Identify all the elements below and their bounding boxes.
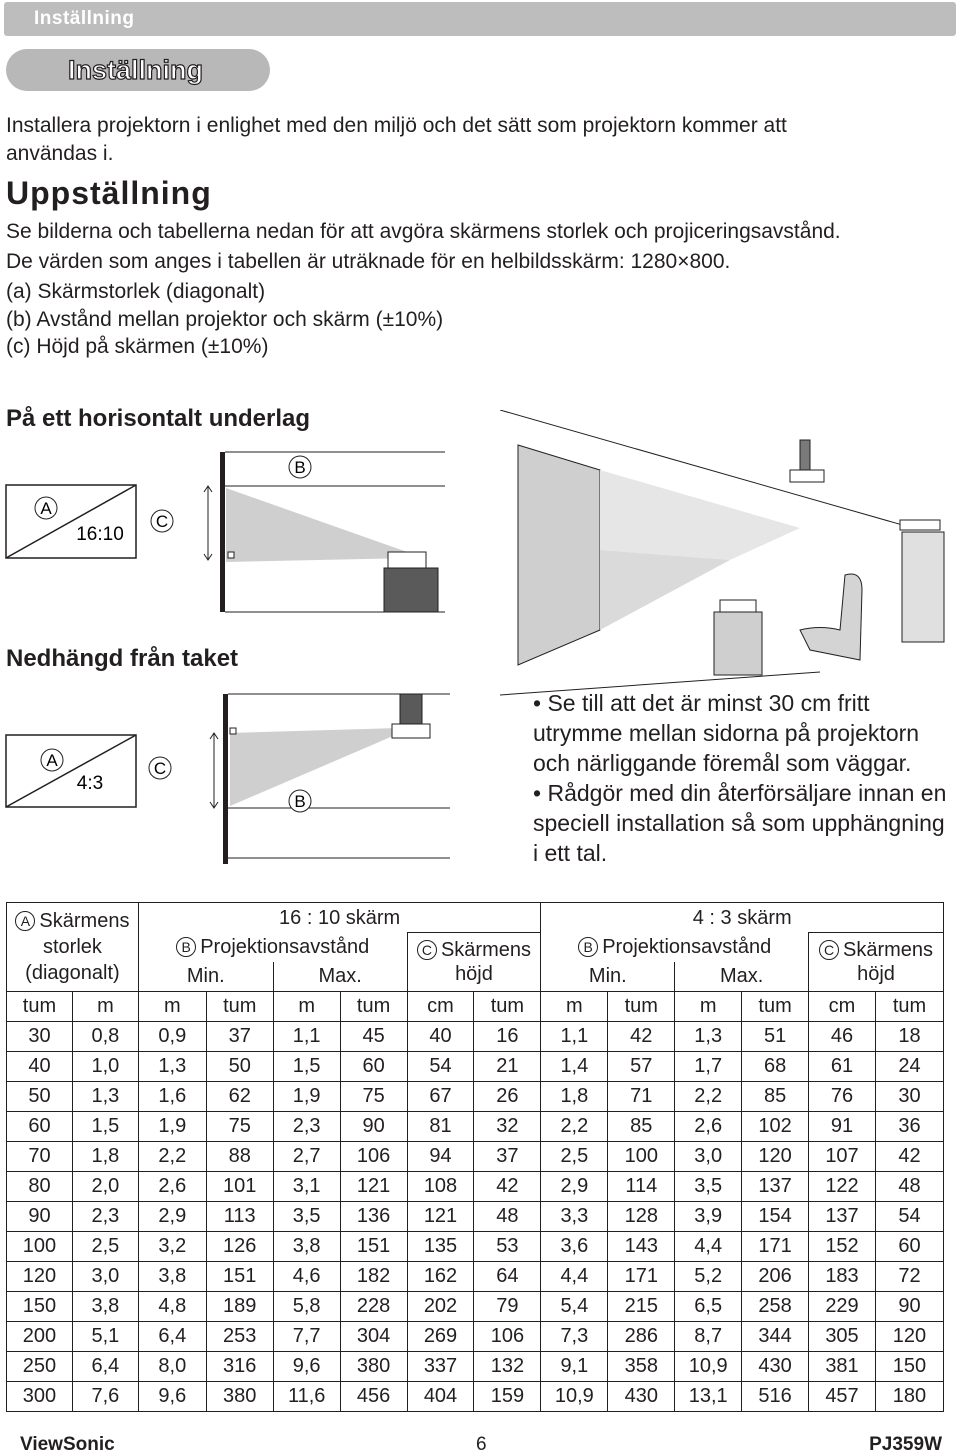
header-row-2 xyxy=(7,933,944,962)
table-row xyxy=(7,1231,944,1261)
table-cell: 37 xyxy=(474,1141,541,1171)
table-cell: 68 xyxy=(742,1051,809,1081)
table-cell: 2,0 xyxy=(72,1171,138,1201)
projection-distance-table xyxy=(6,902,944,1412)
table-cell: 159 xyxy=(474,1381,541,1411)
table-cell: 72 xyxy=(875,1261,943,1291)
table-cell: 85 xyxy=(742,1081,809,1111)
unit-cell: m xyxy=(138,991,206,1021)
table-cell: 162 xyxy=(407,1261,474,1291)
table-cell: 3,2 xyxy=(138,1231,206,1261)
table-cell: 136 xyxy=(340,1201,407,1231)
table-cell: 100 xyxy=(7,1231,73,1261)
table-cell: 152 xyxy=(809,1231,876,1261)
table-cell: 50 xyxy=(7,1081,73,1111)
table-cell: 114 xyxy=(608,1171,675,1201)
table-cell: 94 xyxy=(407,1141,474,1171)
label-b: B xyxy=(294,458,306,477)
table-cell: 88 xyxy=(206,1141,273,1171)
bullet: • xyxy=(533,690,542,716)
table-cell: 3,1 xyxy=(273,1171,340,1201)
projector-icon xyxy=(392,724,430,738)
table-cell: 81 xyxy=(407,1111,474,1141)
setup-line-2: De värden som anges i tabellen är uträknade för en helbildsskärm: 1280×800. xyxy=(6,250,731,273)
table-cell: 200 xyxy=(7,1321,73,1351)
table-row xyxy=(7,1051,944,1081)
label-b: B xyxy=(294,792,306,811)
footer-page-number: 6 xyxy=(476,1434,487,1455)
table-cell: 90 xyxy=(875,1291,943,1321)
table-cell: 1,5 xyxy=(72,1111,138,1141)
label-a: A xyxy=(40,499,52,518)
table-cell: 135 xyxy=(407,1231,474,1261)
table-cell: 121 xyxy=(407,1201,474,1231)
table-row xyxy=(7,1351,944,1381)
table-cell: 1,3 xyxy=(138,1051,206,1081)
table-cell: 70 xyxy=(7,1141,73,1171)
table-cell: 106 xyxy=(340,1141,407,1171)
table-row xyxy=(7,1111,944,1141)
table-cell: 1,7 xyxy=(675,1051,742,1081)
table-cell: 183 xyxy=(809,1261,876,1291)
table-cell: 9,6 xyxy=(273,1351,340,1381)
table-cell: 8,7 xyxy=(675,1321,742,1351)
page-title-pill xyxy=(6,49,270,91)
table-cell: 46 xyxy=(809,1021,876,1051)
table-cell: 128 xyxy=(608,1201,675,1231)
table-cell: 151 xyxy=(206,1261,273,1291)
table-cell: 32 xyxy=(474,1111,541,1141)
table-cell: 36 xyxy=(875,1111,943,1141)
table-cell: 10,9 xyxy=(675,1351,742,1381)
table-cell: 1,8 xyxy=(541,1081,608,1111)
ratio-label: 4:3 xyxy=(76,773,104,794)
table-cell: 228 xyxy=(340,1291,407,1321)
table-cell: 4,8 xyxy=(138,1291,206,1321)
projection-beam xyxy=(226,488,410,562)
table-cell: 9,6 xyxy=(138,1381,206,1411)
unit-cell: tum xyxy=(474,991,541,1021)
table-cell: 120 xyxy=(7,1261,73,1291)
table-cell: 120 xyxy=(875,1321,943,1351)
table-cell: 2,3 xyxy=(273,1111,340,1141)
min-header: Min. xyxy=(138,962,273,992)
projection-beam xyxy=(230,728,400,806)
table-cell: 337 xyxy=(407,1351,474,1381)
projector-icon xyxy=(388,552,426,568)
proj-distance-header-16-10: B Projektionsavstånd xyxy=(138,933,407,962)
table-cell: 206 xyxy=(742,1261,809,1291)
table-cell: 3,3 xyxy=(541,1201,608,1231)
table-row xyxy=(7,1171,944,1201)
lens-marker xyxy=(228,552,234,558)
table-cell: 3,8 xyxy=(72,1291,138,1321)
ceiling-beam xyxy=(600,470,800,560)
units-row xyxy=(7,991,944,1021)
installation-notes xyxy=(533,688,953,868)
table-cell: 75 xyxy=(340,1081,407,1111)
unit-cell: m xyxy=(675,991,742,1021)
label-c: C xyxy=(153,759,167,778)
shelf-projector-icon xyxy=(900,520,940,530)
chair xyxy=(800,574,862,660)
table-cell: 1,3 xyxy=(72,1081,138,1111)
table-cell: 57 xyxy=(608,1051,675,1081)
floor-heading: På ett horisontalt underlag xyxy=(6,405,311,432)
table-cell: 316 xyxy=(206,1351,273,1381)
table-cell: 60 xyxy=(7,1111,73,1141)
table-row xyxy=(7,1261,944,1291)
table-cell: 13,1 xyxy=(675,1381,742,1411)
unit-cell: tum xyxy=(875,991,943,1021)
table-cell: 91 xyxy=(809,1111,876,1141)
table-cell: 10,9 xyxy=(541,1381,608,1411)
table-cell: 1,1 xyxy=(541,1021,608,1051)
footer-model: PJ359W xyxy=(869,1434,942,1455)
table-cell: 456 xyxy=(340,1381,407,1411)
max-header: Max. xyxy=(273,962,407,992)
table-cell: 300 xyxy=(7,1381,73,1411)
table-cell: 250 xyxy=(7,1351,73,1381)
ceiling-mount xyxy=(400,694,422,726)
note-text-2: Rådgör med din återförsäljare innan en speciell installation så som upphängning i ett tal. xyxy=(533,780,947,866)
table-cell: 5,2 xyxy=(675,1261,742,1291)
unit-cell: tum xyxy=(608,991,675,1021)
table-cell: 132 xyxy=(474,1351,541,1381)
table-cell: 45 xyxy=(340,1021,407,1051)
table-cell: 269 xyxy=(407,1321,474,1351)
table-body xyxy=(7,1021,944,1411)
table-cell: 16 xyxy=(474,1021,541,1051)
setup-line-1: Se bilderna och tabellerna nedan för att avgöra skärmens storlek och projiceringsavstånd. xyxy=(6,220,841,243)
table-cell: 137 xyxy=(742,1171,809,1201)
table-cell: 3,5 xyxy=(675,1171,742,1201)
screen-wall xyxy=(223,694,228,864)
table-cell: 2,6 xyxy=(138,1171,206,1201)
table-cell: 5,4 xyxy=(541,1291,608,1321)
table-cell: 9,1 xyxy=(541,1351,608,1381)
table-cell: 113 xyxy=(206,1201,273,1231)
table-cell: 30 xyxy=(7,1021,73,1051)
table-cell: 150 xyxy=(875,1351,943,1381)
table-cell: 6,5 xyxy=(675,1291,742,1321)
unit-cell: tum xyxy=(340,991,407,1021)
table-cell: 3,9 xyxy=(675,1201,742,1231)
table-cell: 107 xyxy=(809,1141,876,1171)
table-cell: 344 xyxy=(742,1321,809,1351)
unit-cell: tum xyxy=(742,991,809,1021)
table-cell: 229 xyxy=(809,1291,876,1321)
group-4-3-header: 4 : 3 skärm xyxy=(541,903,944,933)
table-cell: 1,3 xyxy=(675,1021,742,1051)
min-header: Min. xyxy=(541,962,675,992)
table-cell: 85 xyxy=(608,1111,675,1141)
table-cell: 358 xyxy=(608,1351,675,1381)
unit-cell: m xyxy=(72,991,138,1021)
floor-mount-diagram xyxy=(0,440,460,630)
table-stand xyxy=(384,568,438,612)
setup-item-a: (a) Skärmstorlek (diagonalt) xyxy=(6,280,266,303)
table-cell: 516 xyxy=(742,1381,809,1411)
table-row xyxy=(7,1321,944,1351)
table-cell: 0,9 xyxy=(138,1021,206,1051)
table-cell: 101 xyxy=(206,1171,273,1201)
table-cell: 0,8 xyxy=(72,1021,138,1051)
screen-height-header-16-10: C Skärmens höjd xyxy=(407,933,541,992)
table-cell: 48 xyxy=(875,1171,943,1201)
table-cell: 6,4 xyxy=(138,1321,206,1351)
table-cell: 7,6 xyxy=(72,1381,138,1411)
proj-distance-header-4-3: B Projektionsavstånd xyxy=(541,933,809,962)
ceiling-mount xyxy=(800,440,810,470)
unit-cell: tum xyxy=(206,991,273,1021)
table-cell: 7,7 xyxy=(273,1321,340,1351)
table-cell: 1,5 xyxy=(273,1051,340,1081)
table-cell: 5,1 xyxy=(72,1321,138,1351)
table-cell: 40 xyxy=(7,1051,73,1081)
table-cell: 79 xyxy=(474,1291,541,1321)
table-cell: 53 xyxy=(474,1231,541,1261)
table-cell: 202 xyxy=(407,1291,474,1321)
table-cell: 8,0 xyxy=(138,1351,206,1381)
table-cell: 1,9 xyxy=(273,1081,340,1111)
ceiling-projector-icon xyxy=(790,470,824,482)
table-cell: 50 xyxy=(206,1051,273,1081)
table-cell: 60 xyxy=(875,1231,943,1261)
table-cell: 42 xyxy=(875,1141,943,1171)
table-cell: 5,8 xyxy=(273,1291,340,1321)
table-row xyxy=(7,1021,944,1051)
note-item-1 xyxy=(533,688,953,778)
setup-heading: Uppställning xyxy=(6,175,212,211)
table-cell: 404 xyxy=(407,1381,474,1411)
table-row xyxy=(7,1381,944,1411)
table-cell: 171 xyxy=(742,1231,809,1261)
screen-height-header-4-3: C Skärmens höjd xyxy=(809,933,944,992)
table-cell: 1,8 xyxy=(72,1141,138,1171)
shelf-unit xyxy=(902,532,944,642)
table-cell: 24 xyxy=(875,1051,943,1081)
table-projector-icon xyxy=(720,600,756,612)
table-cell: 258 xyxy=(742,1291,809,1321)
table-cell: 151 xyxy=(340,1231,407,1261)
table-cell: 253 xyxy=(206,1321,273,1351)
table-cell: 62 xyxy=(206,1081,273,1111)
table-cell: 305 xyxy=(809,1321,876,1351)
table-cell: 102 xyxy=(742,1111,809,1141)
footer-brand: ViewSonic xyxy=(20,1434,115,1455)
table-cell: 304 xyxy=(340,1321,407,1351)
table-cell: 2,3 xyxy=(72,1201,138,1231)
max-header: Max. xyxy=(675,962,809,992)
page-title: Inställning xyxy=(68,55,203,85)
header-row-1 xyxy=(7,903,944,933)
table-cell: 21 xyxy=(474,1051,541,1081)
unit-cell: tum xyxy=(7,991,73,1021)
table-cell: 64 xyxy=(474,1261,541,1291)
table-cell: 67 xyxy=(407,1081,474,1111)
table-cell: 380 xyxy=(340,1351,407,1381)
table-cell: 71 xyxy=(608,1081,675,1111)
table-cell: 2,5 xyxy=(72,1231,138,1261)
table-cell: 40 xyxy=(407,1021,474,1051)
table-cell: 80 xyxy=(7,1171,73,1201)
table-cell: 2,9 xyxy=(138,1201,206,1231)
table-cell: 76 xyxy=(809,1081,876,1111)
table-cell: 30 xyxy=(875,1081,943,1111)
setup-item-c: (c) Höjd på skärmen (±10%) xyxy=(6,335,269,358)
table-cell: 3,0 xyxy=(675,1141,742,1171)
table-cell: 286 xyxy=(608,1321,675,1351)
bullet: • xyxy=(533,780,542,806)
table-cell: 1,9 xyxy=(138,1111,206,1141)
table-cell: 26 xyxy=(474,1081,541,1111)
ceiling-heading: Nedhängd från taket xyxy=(6,645,239,672)
table-cell: 143 xyxy=(608,1231,675,1261)
table-cell: 18 xyxy=(875,1021,943,1051)
table-row xyxy=(7,1141,944,1171)
table-cell: 2,5 xyxy=(541,1141,608,1171)
ratio-label: 16:10 xyxy=(76,524,124,545)
projected-screen xyxy=(518,445,600,665)
note-text-1: Se till att det är minst 30 cm fritt utrymme mellan sidorna på projektorn och närliggande föremål som väggar. xyxy=(533,690,920,776)
table-cell: 61 xyxy=(809,1051,876,1081)
table-cell: 48 xyxy=(474,1201,541,1231)
section-header-text: Inställning xyxy=(34,8,135,29)
side-table xyxy=(714,612,762,675)
table-cell: 2,6 xyxy=(675,1111,742,1141)
section-header-bar xyxy=(4,2,956,36)
table-cell: 100 xyxy=(608,1141,675,1171)
table-cell: 108 xyxy=(407,1171,474,1201)
note-item-2 xyxy=(533,778,953,868)
table-cell: 182 xyxy=(340,1261,407,1291)
table-cell: 7,3 xyxy=(541,1321,608,1351)
table-cell: 430 xyxy=(608,1381,675,1411)
floor-beam xyxy=(600,550,730,630)
unit-cell: m xyxy=(541,991,608,1021)
table-cell: 2,9 xyxy=(541,1171,608,1201)
table-cell: 11,6 xyxy=(273,1381,340,1411)
lens-marker xyxy=(230,728,236,734)
table-cell: 1,4 xyxy=(541,1051,608,1081)
table-row xyxy=(7,1291,944,1321)
table-cell: 54 xyxy=(875,1201,943,1231)
table-cell: 121 xyxy=(340,1171,407,1201)
table-cell: 4,6 xyxy=(273,1261,340,1291)
intro-line-1: Installera projektorn i enlighet med den miljö och det sätt som projektorn kommer att xyxy=(6,114,787,137)
table-cell: 380 xyxy=(206,1381,273,1411)
table-cell: 75 xyxy=(206,1111,273,1141)
table-cell: 3,0 xyxy=(72,1261,138,1291)
label-a: A xyxy=(46,751,58,770)
unit-cell: cm xyxy=(407,991,474,1021)
table-cell: 4,4 xyxy=(675,1231,742,1261)
table-cell: 54 xyxy=(407,1051,474,1081)
unit-cell: cm xyxy=(809,991,876,1021)
table-cell: 60 xyxy=(340,1051,407,1081)
table-cell: 2,7 xyxy=(273,1141,340,1171)
screen-wall xyxy=(220,452,225,612)
table-row xyxy=(7,1201,944,1231)
table-cell: 126 xyxy=(206,1231,273,1261)
table-cell: 180 xyxy=(875,1381,943,1411)
table-cell: 106 xyxy=(474,1321,541,1351)
table-cell: 90 xyxy=(7,1201,73,1231)
room-illustration xyxy=(500,410,960,700)
table-cell: 6,4 xyxy=(72,1351,138,1381)
table-row xyxy=(7,1081,944,1111)
table-cell: 4,4 xyxy=(541,1261,608,1291)
table-cell: 1,6 xyxy=(138,1081,206,1111)
table-cell: 2,2 xyxy=(541,1111,608,1141)
screen-size-header: A Skärmens storlek (diagonalt) xyxy=(7,903,139,992)
table-cell: 430 xyxy=(742,1351,809,1381)
table-cell: 189 xyxy=(206,1291,273,1321)
table-cell: 3,8 xyxy=(138,1261,206,1291)
label-c: C xyxy=(155,512,169,531)
table-cell: 120 xyxy=(742,1141,809,1171)
table-cell: 154 xyxy=(742,1201,809,1231)
circle-a: A xyxy=(15,911,35,931)
table-cell: 51 xyxy=(742,1021,809,1051)
table-cell: 2,2 xyxy=(138,1141,206,1171)
intro-line-2: användas i. xyxy=(6,142,114,165)
table-cell: 3,8 xyxy=(273,1231,340,1261)
table-cell: 171 xyxy=(608,1261,675,1291)
table-cell: 381 xyxy=(809,1351,876,1381)
table-cell: 137 xyxy=(809,1201,876,1231)
setup-item-b: (b) Avstånd mellan projektor och skärm (±10%) xyxy=(6,308,444,331)
table-cell: 150 xyxy=(7,1291,73,1321)
unit-cell: m xyxy=(273,991,340,1021)
group-16-10-header: 16 : 10 skärm xyxy=(138,903,541,933)
table-cell: 42 xyxy=(608,1021,675,1051)
table-cell: 3,6 xyxy=(541,1231,608,1261)
table-cell: 3,5 xyxy=(273,1201,340,1231)
table-cell: 90 xyxy=(340,1111,407,1141)
ceiling-mount-diagram xyxy=(0,688,460,868)
table-cell: 2,2 xyxy=(675,1081,742,1111)
table-cell: 1,0 xyxy=(72,1051,138,1081)
table-cell: 42 xyxy=(474,1171,541,1201)
table-cell: 215 xyxy=(608,1291,675,1321)
table-cell: 122 xyxy=(809,1171,876,1201)
table-cell: 37 xyxy=(206,1021,273,1051)
table-cell: 457 xyxy=(809,1381,876,1411)
table-cell: 1,1 xyxy=(273,1021,340,1051)
